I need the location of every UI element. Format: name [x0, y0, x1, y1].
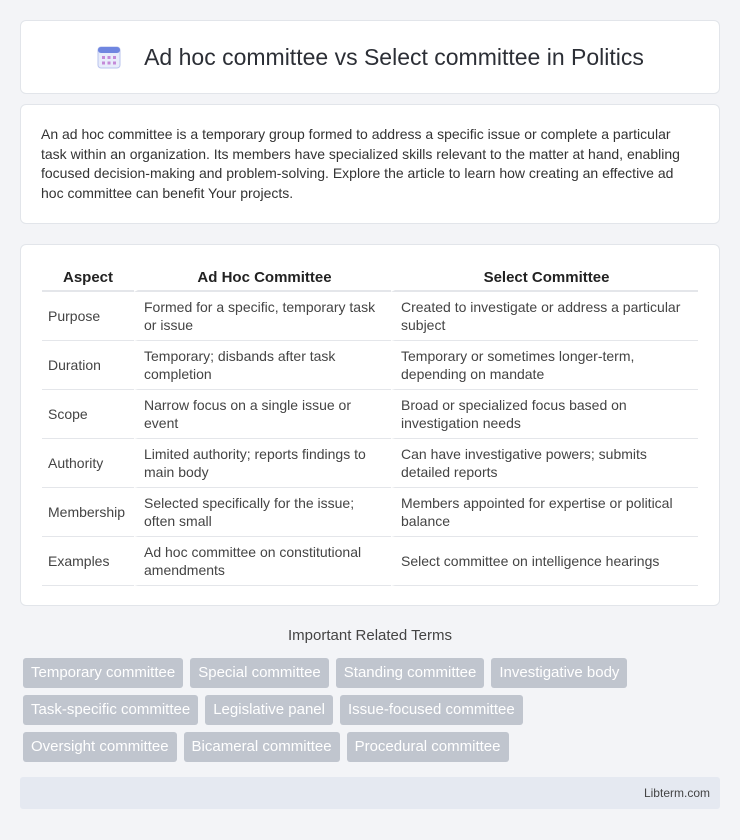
- row-select: Can have investigative powers; submits detailed reports: [391, 439, 698, 488]
- table-row: [42, 390, 698, 439]
- table-row: [42, 488, 698, 537]
- related-terms-tags: [23, 658, 723, 769]
- intro-text: An ad hoc committee is a temporary group formed to address a specific issue or complete a particular task within an organization. Its members have specialized skills relevant to the matter at hand, enabling focused decision-making and problem-solving. Explore the article to learn how creating an effective ad hoc committee can benefit Your projects.: [41, 126, 680, 201]
- row-select: Select committee on intelligence hearings: [391, 537, 698, 586]
- table-header-row: [42, 265, 698, 292]
- intro-card: [20, 104, 720, 224]
- row-aspect: Authority: [42, 439, 134, 488]
- row-select: Broad or specialized focus based on investigation needs: [391, 390, 698, 439]
- tag-procedural-committee[interactable]: Procedural committee: [347, 732, 509, 762]
- tag-oversight-committee[interactable]: Oversight committee: [23, 732, 177, 762]
- row-aspect: Duration: [42, 341, 134, 390]
- related-terms-title: Important Related Terms: [288, 627, 452, 644]
- tag-bicameral-committee[interactable]: Bicameral committee: [184, 732, 340, 762]
- tag-task-specific-committee[interactable]: Task-specific committee: [23, 695, 198, 725]
- row-aspect: Purpose: [42, 292, 134, 341]
- row-select: Created to investigate or address a particular subject: [391, 292, 698, 341]
- tag-investigative-body[interactable]: Investigative body: [491, 658, 627, 688]
- row-ad-hoc: Narrow focus on a single issue or event: [134, 390, 391, 439]
- header-ad-hoc: Ad Hoc Committee: [134, 265, 391, 292]
- tag-row: [23, 732, 723, 762]
- tag-row: [23, 658, 723, 688]
- header-card: [20, 20, 720, 94]
- header-select: Select Committee: [391, 265, 698, 292]
- comparison-table-card: [20, 244, 720, 606]
- row-aspect: Scope: [42, 390, 134, 439]
- row-aspect: Membership: [42, 488, 134, 537]
- table-row: [42, 341, 698, 390]
- footer: [20, 777, 720, 809]
- row-ad-hoc: Ad hoc committee on constitutional amendments: [134, 537, 391, 586]
- tag-row: [23, 695, 723, 725]
- table-row: [42, 439, 698, 488]
- page-title: Ad hoc committee vs Select committee in Politics: [144, 43, 644, 70]
- comparison-table: [42, 265, 698, 586]
- row-ad-hoc: Temporary; disbands after task completion: [134, 341, 391, 390]
- tag-standing-committee[interactable]: Standing committee: [336, 658, 485, 688]
- table-row: [42, 537, 698, 586]
- row-select: Temporary or sometimes longer-term, depending on mandate: [391, 341, 698, 390]
- footer-site-link[interactable]: Libterm.com: [643, 786, 710, 800]
- table-row: [42, 292, 698, 341]
- row-ad-hoc: Formed for a specific, temporary task or issue: [134, 292, 391, 341]
- calendar-icon: [96, 44, 122, 70]
- row-aspect: Examples: [42, 537, 134, 586]
- header-aspect: Aspect: [42, 265, 134, 292]
- tag-special-committee[interactable]: Special committee: [190, 658, 329, 688]
- tag-temporary-committee[interactable]: Temporary committee: [23, 658, 183, 688]
- tag-legislative-panel[interactable]: Legislative panel: [205, 695, 333, 725]
- row-ad-hoc: Limited authority; reports findings to main body: [134, 439, 391, 488]
- row-select: Members appointed for expertise or political balance: [391, 488, 698, 537]
- row-ad-hoc: Selected specifically for the issue; often small: [134, 488, 391, 537]
- tag-issue-focused-committee[interactable]: Issue-focused committee: [340, 695, 523, 725]
